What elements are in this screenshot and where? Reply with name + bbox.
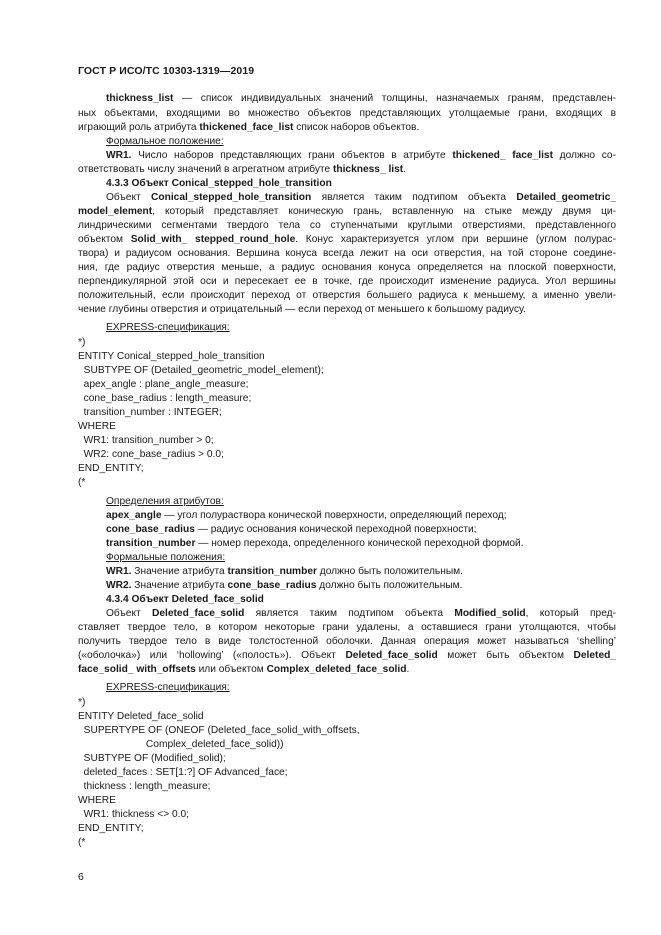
- entity-term: Modified_solid: [454, 608, 526, 619]
- code-line: WHERE: [78, 421, 116, 432]
- paragraph-line: положительный, если происходит переход от отверстия большего радиуса к меньшему, а именно увели-: [78, 290, 616, 301]
- text-run: — угол полураствора конической поверхности, определяющий переход;: [161, 510, 507, 521]
- text-run: должно со-: [552, 150, 616, 161]
- rule-line: [106, 565, 463, 580]
- text-run: , который представляет коническую грань, вставленную на стыке между двумя ци-: [152, 206, 616, 217]
- code-line: SUBTYPE OF (Modified_solid);: [78, 753, 226, 764]
- text-run: . Конус характеризуется углом при вершине (углом полурас-: [295, 234, 616, 245]
- paragraph-line: чение глубины отверстия и отрицательный — если переход от меньшего к большому радиусу.: [78, 304, 526, 315]
- text-run: или объектом: [195, 664, 267, 675]
- paragraph-line: ставляет твердое тело, в котором некоторые грани удалены, а оставшиеся грани утолщаются, чтобы: [78, 622, 616, 633]
- text-run: должно быть положительным.: [316, 580, 463, 591]
- entity-term: model_element: [78, 206, 153, 217]
- text-run: должно быть положительным.: [316, 566, 464, 577]
- text-run: Объект: [106, 192, 152, 203]
- code-line: (*: [78, 477, 86, 488]
- attribute-term: transition_number: [227, 566, 317, 577]
- text-run: может быть объектом: [437, 650, 574, 661]
- paragraph-line: твора) и радиусом основания. Вершина конуса всегда лежит на оси отверстия, на той стороне соедине-: [78, 248, 616, 259]
- text-run: Объект: [106, 608, 153, 619]
- section-heading: 4.3.4 Объект Deleted_face_solid: [106, 594, 264, 605]
- attribute-definitions-heading: Определения атрибутов:: [106, 496, 224, 507]
- text-run: Число наборов представляющих грани объектов в атрибуте: [131, 150, 453, 161]
- code-line: ENTITY Deleted_face_solid: [78, 711, 204, 722]
- rule-line: [78, 163, 406, 178]
- express-heading: EXPRESS-спецификация:: [106, 682, 230, 693]
- attribute-term: apex_angle: [106, 510, 162, 521]
- text-run: («оболочка») или ‘hollowing’ («полость»). Объект: [78, 650, 346, 661]
- text-run: ответствовать числу значений в агрегатном атрибуте: [78, 164, 333, 175]
- paragraph-line: ных объектами, входящими во множество объектов представляющих утолщаемые грани, входящих в: [78, 108, 616, 119]
- attribute-term: thickened_ face_list: [452, 150, 553, 161]
- code-line: cone_base_radius : length_measure;: [78, 393, 252, 404]
- paragraph-line: [78, 607, 616, 622]
- code-line: SUPERTYPE OF (ONEOF (Deleted_face_solid_with_offsets,: [78, 725, 360, 736]
- paragraph-line: перпендикулярной этой оси и пересекает ее в точке, где происходит изменение радиуса. Угол вершины: [78, 276, 616, 287]
- text-run: Значение атрибута: [131, 566, 228, 577]
- entity-term: Complex_deleted_face_solid: [266, 664, 407, 675]
- paragraph-line: [78, 191, 616, 206]
- paragraph-line: [78, 233, 616, 248]
- code-line: (*: [78, 837, 86, 848]
- rule-label: WR2.: [106, 580, 132, 591]
- rule-label: WR1.: [106, 566, 132, 577]
- entity-term: Deleted_face_solid: [345, 650, 438, 661]
- code-line: transition_number : INTEGER;: [78, 407, 222, 418]
- code-line: END_ENTITY;: [78, 823, 144, 834]
- entity-term: Conical_stepped_hole_transition: [151, 192, 312, 203]
- paragraph-line: [78, 92, 616, 107]
- section-heading: 4.3.3 Объект Conical_stepped_hole_transition: [106, 178, 332, 189]
- code-line: thickness : length_measure;: [78, 781, 211, 792]
- attribute-term: thickness_ list: [332, 164, 404, 175]
- text-run: объектом: [78, 234, 131, 245]
- rule-line: [78, 149, 616, 164]
- text-run: .: [406, 664, 410, 675]
- formal-propositions-heading: Формальные положения:: [106, 552, 226, 563]
- paragraph-line: [78, 121, 419, 136]
- entity-term: Deleted_: [573, 650, 616, 661]
- text-run: Значение атрибута: [131, 580, 228, 591]
- text-run: — номер перехода, определенного конической переходной формой.: [195, 538, 524, 549]
- paragraph-line: линдрическими сегментами твердого тела со ступенчатыми круглыми отверстиями, представленного: [78, 220, 616, 231]
- code-line: WHERE: [78, 795, 116, 806]
- attribute-term: cone_base_radius: [106, 524, 195, 535]
- text-run: является таким подтипом объекта: [244, 608, 455, 619]
- rule-line: [106, 579, 462, 594]
- code-line: END_ENTITY;: [78, 463, 144, 474]
- express-heading: EXPRESS-спецификация:: [106, 322, 230, 333]
- text-run: является таким подтипом объекта: [311, 192, 517, 203]
- entity-term: Deleted_face_solid: [152, 608, 245, 619]
- paragraph-line: ния, где радиус отверстия меньше, а радиус основания конуса определяется на плоской поверхности,: [78, 262, 616, 273]
- attribute-definition: [106, 523, 477, 538]
- code-line: WR2: cone_base_radius > 0.0;: [78, 449, 224, 460]
- code-line: *): [78, 337, 86, 348]
- paragraph-line: получить твердое тело в виде толстостенной оболочки. Данная операция может называться ‘shelling’: [78, 636, 616, 647]
- code-line: apex_angle : plane_angle_measure;: [78, 379, 249, 390]
- code-line: WR1: thickness <> 0.0;: [78, 809, 189, 820]
- paragraph-line: [78, 649, 616, 664]
- code-line: ENTITY Conical_stepped_hole_transition: [78, 351, 265, 362]
- attribute-term: transition_number: [106, 538, 196, 549]
- text-run: — список индивидуальных значений толщины, назначаемых граням, представлен-: [173, 93, 616, 104]
- text-run: , который пред-: [525, 608, 616, 619]
- attribute-term: cone_base_radius: [227, 580, 317, 591]
- page-header: ГОСТ Р ИСО/ТС 10303-1319—2019: [78, 65, 255, 77]
- attribute-definition: [106, 509, 507, 524]
- entity-term: Detailed_geometric_: [516, 192, 616, 203]
- attribute-definition: [106, 537, 524, 552]
- entity-term: face_solid_ with_offsets: [78, 664, 196, 675]
- code-line: Complex_deleted_face_solid)): [78, 739, 284, 750]
- attribute-term: thickness_list: [106, 93, 174, 104]
- text-run: список наборов объектов.: [293, 122, 420, 133]
- attribute-term: thickened_face_list: [199, 122, 294, 133]
- text-run: .: [403, 164, 407, 175]
- code-line: *): [78, 697, 86, 708]
- page-number: 6: [78, 871, 84, 883]
- code-line: SUBTYPE OF (Detailed_geometric_model_element);: [78, 365, 324, 376]
- code-line: deleted_faces : SET[1:?] OF Advanced_face;: [78, 767, 288, 778]
- rule-label: WR1.: [106, 150, 132, 161]
- paragraph-line: [78, 205, 616, 220]
- entity-term: Solid_with_ stepped_round_hole: [130, 234, 296, 245]
- paragraph-line: [78, 663, 409, 678]
- text-run: играющий роль атрибута: [78, 122, 200, 133]
- code-line: WR1: transition_number > 0;: [78, 435, 214, 446]
- text-run: — радиус основания конической переходной поверхности;: [194, 524, 477, 535]
- formal-proposition-heading: Формальное положение:: [106, 136, 224, 147]
